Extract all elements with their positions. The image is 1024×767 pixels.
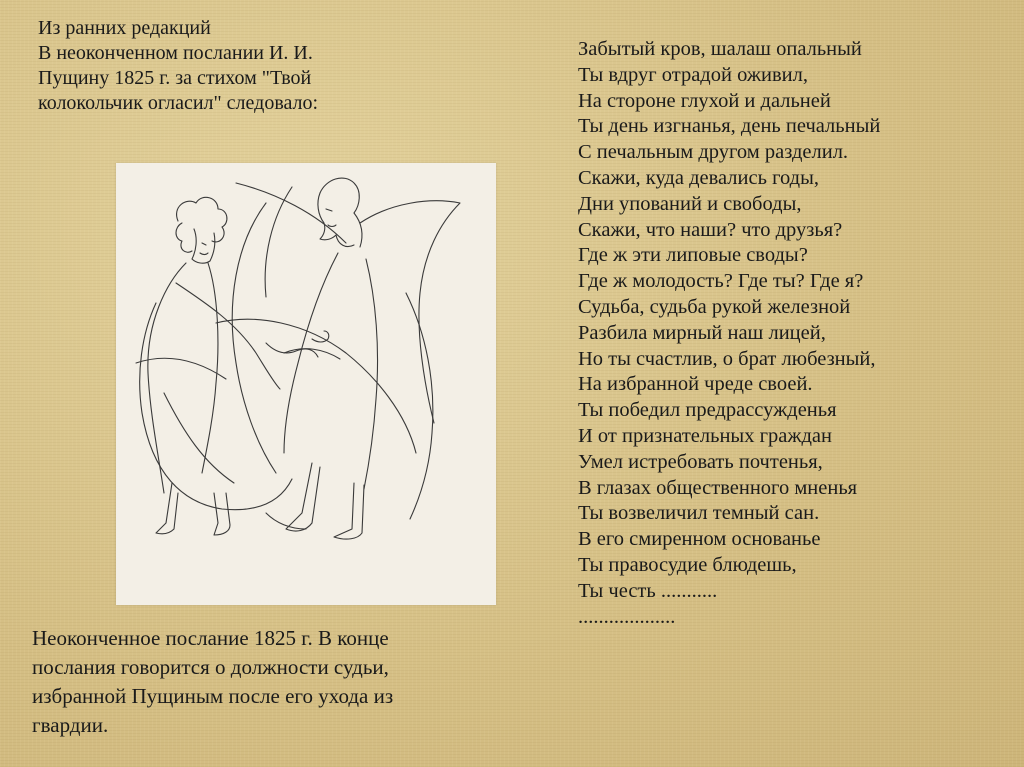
caption-line: Неоконченное послание 1825 г. В конце	[32, 626, 389, 650]
poem-line: Ты вдруг отрадой оживил,	[578, 63, 808, 86]
poem-line: Дни упований и свободы,	[578, 192, 802, 215]
sketch-drawing	[116, 163, 496, 605]
poem-line: В его смиренном основанье	[578, 528, 821, 551]
poem-line: Судьба, судьба рукой железной	[578, 295, 851, 318]
poem-line: И от признательных граждан	[578, 424, 832, 447]
intro-line: Из ранних редакций	[38, 17, 211, 39]
poem-line: ...................	[578, 605, 676, 628]
intro-line: Пущину 1825 г. за стихом "Твой	[38, 67, 312, 89]
poem-line: Забытый кров, шалаш опальный	[578, 38, 862, 60]
poem-line: Ты возвеличил темный сан.	[578, 502, 820, 525]
poem-line: С печальным другом разделил.	[578, 141, 849, 164]
poem-line: Разбила мирный наш лицей,	[578, 321, 826, 344]
caption-line: гвардии.	[32, 713, 109, 737]
poem-line: Ты честь ...........	[578, 579, 718, 602]
poem-line: Скажи, что наши? что друзья?	[578, 218, 843, 241]
poem-line: Где ж эти липовые своды?	[578, 244, 808, 267]
intro-line: В неоконченном послании И. И.	[38, 42, 313, 64]
poem-line: На стороне глухой и дальней	[578, 89, 831, 112]
poem-text	[578, 37, 1008, 630]
intro-line: колокольчик огласил" следовало:	[38, 92, 319, 114]
intro-text	[38, 16, 458, 116]
poem-line: Ты победил предрассужденья	[578, 399, 837, 422]
poem-line: На избранной чреде своей.	[578, 373, 813, 396]
poem-line: Умел истребовать почтенья,	[578, 450, 823, 473]
sketch-illustration	[116, 163, 496, 605]
poem-line: Ты правосудие блюдешь,	[578, 553, 797, 576]
caption-line: послания говорится о должности судьи,	[32, 655, 389, 679]
poem-line: Ты день изгнанья, день печальный	[578, 115, 881, 138]
caption-line: избранной Пущиным после его ухода из	[32, 684, 394, 708]
poem-line: В глазах общественного мненья	[578, 476, 858, 499]
poem-line: Но ты счастлив, о брат любезный,	[578, 347, 876, 370]
poem-line: Скажи, куда девались годы,	[578, 166, 819, 189]
poem-line: Где ж молодость? Где ты? Где я?	[578, 270, 864, 293]
caption-text	[32, 624, 532, 740]
